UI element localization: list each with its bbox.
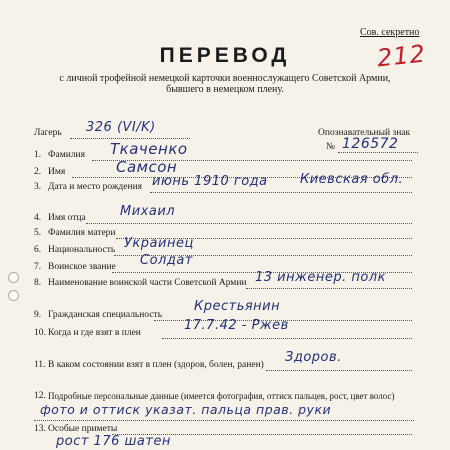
field-10-number: 10. — [34, 328, 46, 338]
field-13-label: Особые приметы — [48, 424, 118, 434]
field-2-value: Самсон — [116, 158, 178, 176]
tag-number-sign: № — [326, 142, 336, 152]
camp-value: 326 (VI/K) — [86, 120, 156, 135]
field-1-number: 1. — [34, 150, 42, 160]
field-8-number: 8. — [34, 278, 42, 288]
tag-label: Опознавательный знак — [318, 128, 411, 138]
field-4-number: 4. — [34, 213, 42, 223]
document-title: ПЕРЕВОД — [159, 44, 291, 67]
field-1-value: Ткаченко — [110, 140, 188, 158]
field-7-value: Солдат — [140, 253, 193, 268]
punch-hole-top — [8, 272, 19, 283]
field-9-value: Крестьянин — [194, 299, 281, 314]
field-10-label: Когда и где взят в плен — [48, 328, 141, 338]
field-10-line — [162, 338, 412, 339]
field-12-value: фото и оттиск указат. пальца прав. руки — [40, 402, 332, 417]
document-subtitle: с личной трофейной немецкой карточки военнослужащего Советской Армии, бывшего в немецком плену. — [59, 73, 391, 95]
camp-line — [70, 138, 190, 139]
tag-value: 126572 — [342, 136, 399, 152]
punch-hole-bottom — [8, 290, 19, 301]
field-6-value: Украинец — [124, 236, 194, 251]
field-12-line — [34, 420, 414, 421]
field-2-number: 2. — [34, 167, 42, 177]
field-11-number: 11. — [34, 360, 46, 370]
field-4-value: Михаил — [120, 204, 176, 219]
field-11-label: В каком состоянии взят в плен (здоров, болен, ранен) — [48, 360, 264, 370]
camp-label: Лагерь — [34, 128, 62, 138]
field-4-line — [86, 223, 412, 224]
field-3-line — [150, 192, 412, 193]
field-13-number: 13. — [34, 424, 46, 434]
field-2-label: Имя — [48, 167, 66, 177]
field-10-value: 17.7.42 - Ржев — [184, 318, 289, 333]
field-13-value: рост 176 шатен — [56, 434, 171, 449]
field-9-number: 9. — [34, 310, 42, 320]
field-8-line — [246, 288, 412, 289]
field-8-label: Наименование воинской части Советской Армии — [48, 278, 247, 288]
field-6-number: 6. — [34, 245, 42, 255]
field-3-value-2: Киевская обл. — [300, 172, 404, 187]
field-7-number: 7. — [34, 262, 42, 272]
field-3-number: 3. — [34, 182, 42, 192]
field-5-label: Фамилия матери — [48, 228, 116, 238]
field-7-label: Воинское звание — [48, 262, 116, 272]
field-3-value: июнь 1910 года — [152, 174, 268, 189]
field-12-label: Подробные персональные данные (имеется фотография, оттиск пальцев, рост, цвет волос) — [48, 391, 395, 401]
field-5-number: 5. — [34, 228, 42, 238]
handwritten-number: 212 — [375, 39, 428, 73]
field-8-value: 13 инженер. полк — [255, 270, 386, 285]
field-4-label: Имя отца — [48, 213, 86, 223]
field-11-line — [266, 370, 412, 371]
field-6-label: Национальность — [48, 245, 116, 255]
field-11-value: Здоров. — [285, 350, 342, 365]
field-12-number: 12. — [34, 391, 46, 401]
field-1-label: Фамилия — [48, 150, 86, 160]
field-3-label: Дата и место рождения — [48, 182, 143, 192]
secrecy-stamp: Сов. секретно — [360, 27, 420, 38]
field-9-label: Гражданская специальность — [48, 310, 163, 320]
tag-line — [338, 152, 418, 153]
